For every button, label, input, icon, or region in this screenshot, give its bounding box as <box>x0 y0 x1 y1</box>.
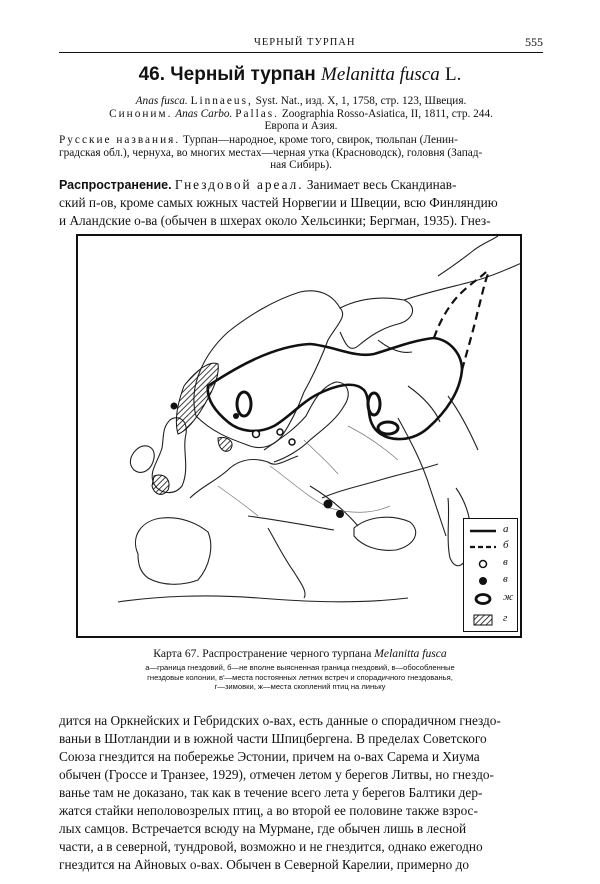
species-number-name: 46. Черный турпан <box>138 64 316 85</box>
species-author: L. <box>445 64 462 85</box>
colony-point <box>324 500 333 509</box>
body-line: гнездится на Айновых о-вах. Обычен в Северной Карелии, примерно до <box>59 857 470 872</box>
body-line: обычен (Гроссе и Транзее, 1929), отмечен летом у берегов Литвы, но гнездо- <box>59 767 494 782</box>
distribution-heading: Распространение. <box>59 178 172 192</box>
uncertain-boundary-north <box>434 272 486 338</box>
colony-point <box>336 510 344 518</box>
borders <box>218 426 398 516</box>
map-legend-description: а—граница гнездовий, б—не вполне выясненная граница гнездовий, в—обособленные гнездовые колонии, в'—места постоянных летних встреч и спорадичного гнездованья, г—зимовки, ж—места скоплений птиц на линьку <box>145 663 455 692</box>
map-caption: Карта 67. Распространение черного турпана Melanitta fusca <box>153 647 447 660</box>
hatched-area-icon <box>468 614 498 626</box>
russian-names: Русские названия. Турпан—народное, кроме того, свирок, тюльпан (Ленин- градская обл.), чернуха, во многих местах—черная утка (Красноводск), головня (Запад- ная Сибирь). <box>59 134 483 171</box>
colony-point <box>233 413 239 419</box>
solid-line-icon <box>468 525 498 537</box>
distribution-map <box>76 234 522 638</box>
filled-circle-icon <box>468 575 498 587</box>
summer-record-point <box>289 439 295 445</box>
legend-item: а <box>464 523 519 539</box>
running-head-title: ЧЕРНЫЙ ТУРПАН <box>254 37 356 48</box>
legend-item: ж <box>464 591 519 607</box>
body-line: ваньи в Шотландии и в южной части Шпицбергена. В пределах Советского <box>59 731 487 746</box>
map-drawing <box>78 236 522 638</box>
distribution-paragraph: Распространение. Гнездовой ареал. Занимает весь Скандинав- ский п-ов, кроме самых южных частей Норвегии и Швеции, всю Финляндию и Аландские о-ва (обычен в шхерах около Хельсинки; Бергман, 1935). Гнез- <box>59 177 498 228</box>
synonymy-line-1: Anas fusca. Linnaeus, Syst. Nat., изд. X, 1, 1758, стр. 123, Швеция. <box>135 95 467 107</box>
colony-point <box>171 403 178 410</box>
page-number: 555 <box>525 35 543 49</box>
synonymy-line-3: Европа и Азия. <box>264 120 338 132</box>
open-circle-icon <box>468 558 498 570</box>
summer-record-point <box>253 431 260 438</box>
body-line: части, а в северной, тундровой, возможно и не гнездится, однако ежегодно <box>59 839 483 854</box>
running-head <box>59 34 543 53</box>
body-line: ванье там не доказано, так как в течение всего лета у берегов Балтики дер- <box>59 785 483 800</box>
body-line: лых самцов. Встречается всюду на Мурмане, где обычен лишь в лесной <box>59 821 467 836</box>
breeding-range-lead: Гнездовой ареал. <box>174 177 304 192</box>
summer-record-point <box>277 429 283 435</box>
breeding-range-boundary <box>208 338 462 439</box>
body-line: дится на Оркнейских и Гебридских о-вах, есть данные о спорадичном гнездо- <box>59 713 501 728</box>
species-scientific-name: Melanitta fusca <box>321 64 440 85</box>
body-line: жатся стайки неполовозрелых птиц, а во второй ее половине также взрос- <box>59 803 478 818</box>
body-line: Союза гнездится на побережье Эстонии, причем на о-вах Сарема и Хиума <box>59 749 480 764</box>
wintering-areas <box>152 363 232 494</box>
thick-ring-icon <box>468 593 498 605</box>
dashed-line-icon <box>468 541 498 553</box>
map-legend <box>463 518 518 632</box>
legend-item: б <box>464 539 519 555</box>
synonymy-line-2: Синоним. Anas Carbo. Pallas. Zoographia Rosso-Asiatica, II, 1811, стр. 244. <box>109 108 493 120</box>
legend-item: г <box>464 612 519 628</box>
species-title <box>0 64 600 86</box>
body-text <box>59 712 543 874</box>
legend-item: в <box>464 573 519 589</box>
legend-item: в <box>464 556 519 572</box>
colony-points <box>171 403 345 519</box>
